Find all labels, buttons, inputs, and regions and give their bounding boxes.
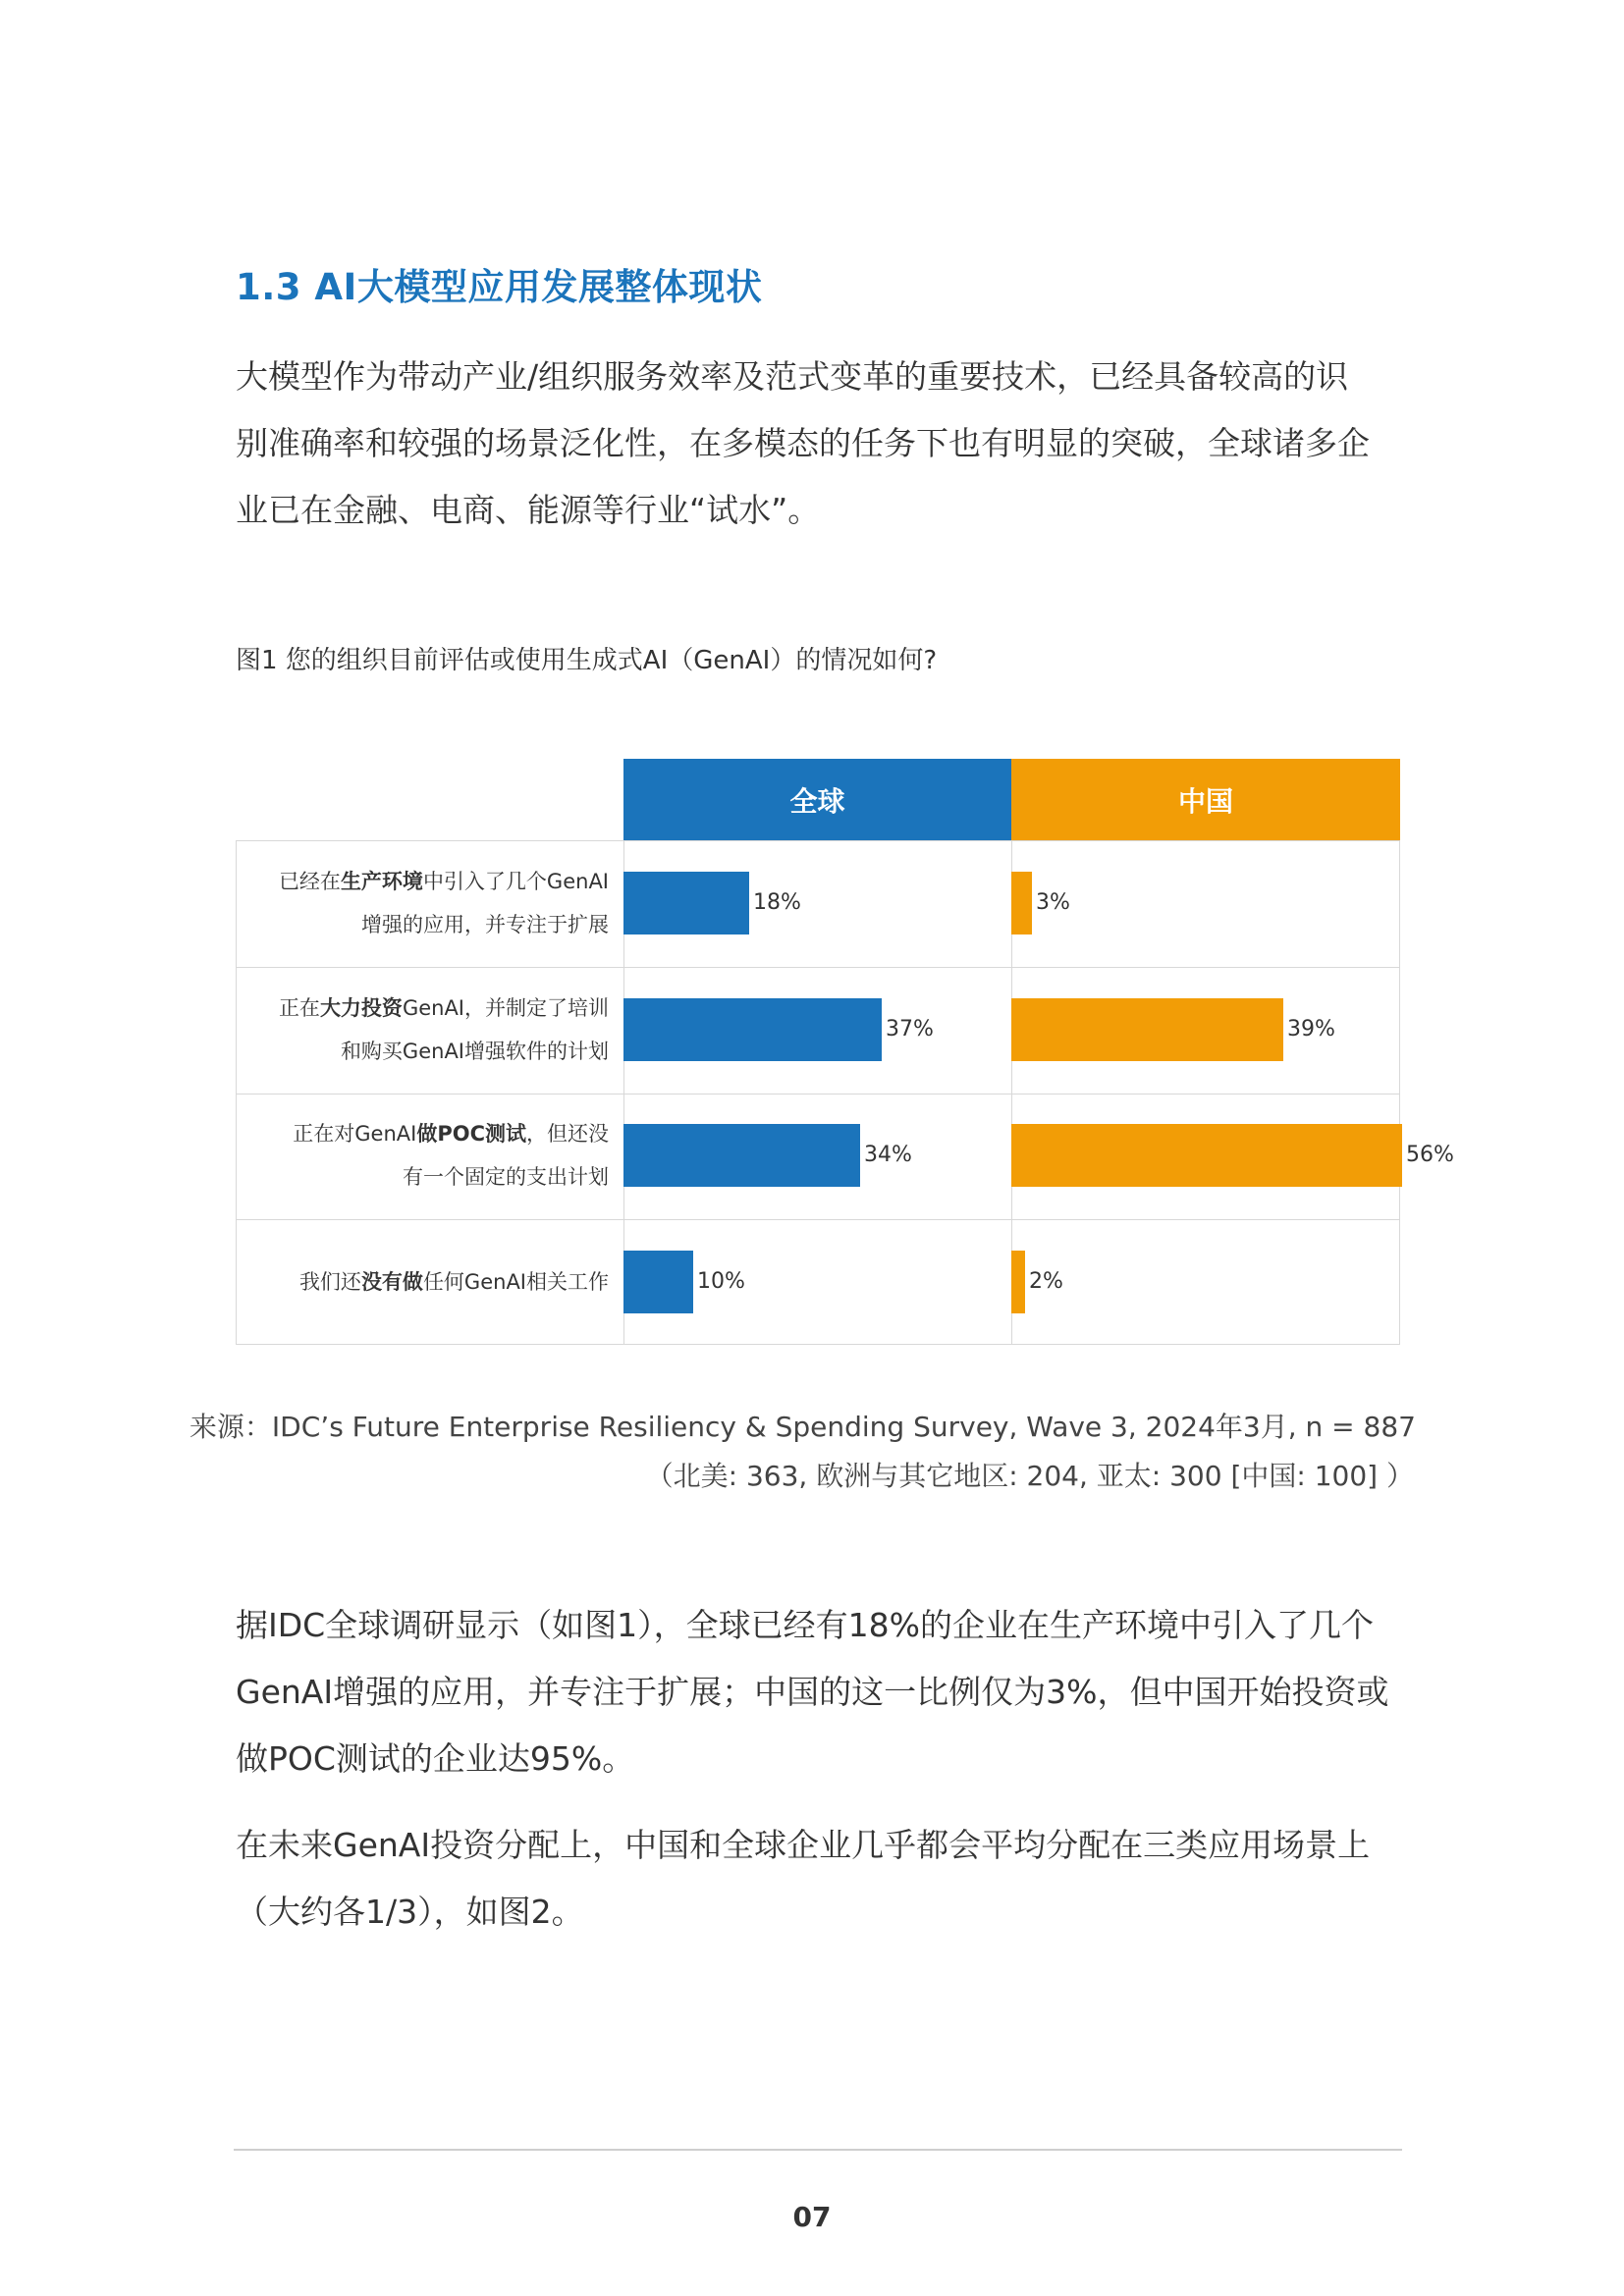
row-label-line: [236, 987, 609, 1030]
section-title: 1.3 AI大模型应用发展整体现状: [236, 266, 763, 308]
row-label-text: 有一个固定的支出计划: [403, 1165, 609, 1190]
intro-paragraph: [236, 344, 1404, 544]
row-label-text: 任何GenAI相关工作: [422, 1269, 609, 1294]
row-label: [236, 860, 609, 946]
bar-china: [1011, 872, 1032, 934]
value-label-global: 37%: [886, 1016, 934, 1041]
row-label-emphasis: 生产环境: [340, 870, 423, 894]
footer-divider: [234, 2149, 1402, 2151]
value-label-china: 2%: [1029, 1268, 1063, 1294]
grid-divider: [236, 1094, 1400, 1095]
bar-global: [623, 872, 749, 934]
bar-china: [1011, 1251, 1025, 1313]
bar-global: [623, 1124, 860, 1187]
row-label-text: 我们还: [298, 1269, 361, 1294]
row-label-text: 中引入了几个GenAI: [422, 870, 609, 894]
row-label: [236, 987, 609, 1073]
source-sample-breakdown: （北美: 363, 欧洲与其它地区: 204, 亚太: 300 [中国: 100] ）: [645, 1460, 1414, 1492]
bar-china: [1011, 998, 1283, 1061]
figure-caption: 图1 您的组织目前评估或使用生成式AI（GenAI）的情况如何?: [236, 646, 938, 675]
source-note: 来源：IDC’s Future Enterprise Resiliency & Spending Survey, Wave 3, 2024年3月, n = 887: [189, 1411, 1416, 1443]
row-label-text: ，但还没: [526, 1122, 609, 1147]
intro-line: 大模型作为带动产业/组织服务效率及范式变革的重要技术，已经具备较高的识: [236, 357, 1349, 396]
body-paragraph-2: [236, 1812, 1404, 1946]
row-label-line: [236, 1155, 609, 1199]
body-line: （大约各1/3），如图2。: [236, 1893, 584, 1931]
body-line: 据IDC全球调研显示（如图1），全球已经有18%的企业在生产环境中引入了几个: [236, 1606, 1375, 1644]
row-label-text: 正在对GenAI: [293, 1122, 417, 1147]
row-label-line: [236, 860, 609, 903]
column-header-china: 中国: [1011, 759, 1400, 840]
body-line: 在未来GenAI投资分配上，中国和全球企业几乎都会平均分配在三类应用场景上: [236, 1826, 1371, 1864]
row-label-emphasis: 做POC测试: [416, 1122, 526, 1147]
row-label-text: 和购买GenAI增强软件的计划: [340, 1039, 609, 1063]
value-label-china: 3%: [1036, 890, 1070, 916]
value-label-global: 34%: [864, 1143, 912, 1168]
row-label-text: 增强的应用，并专注于扩展: [361, 913, 609, 937]
value-label-global: 10%: [697, 1268, 745, 1294]
row-label-text: GenAI，并制定了培训: [402, 995, 609, 1020]
row-label-emphasis: 大力投资: [319, 995, 403, 1020]
grid-divider: [236, 967, 1400, 968]
bar-china: [1011, 1124, 1402, 1187]
value-label-global: 18%: [753, 890, 801, 916]
bar-global: [623, 998, 882, 1061]
row-label-line: [236, 903, 609, 946]
row-label-emphasis: 没有做: [360, 1269, 423, 1294]
body-paragraph-1: [236, 1592, 1404, 1792]
intro-line: 别准确率和较强的场景泛化性，在多模态的任务下也有明显的突破，全球诸多企: [236, 424, 1370, 462]
row-label-text: 已经在: [278, 870, 341, 894]
row-label: [236, 1260, 609, 1304]
column-header-global: 全球: [623, 759, 1011, 840]
row-label-line: [236, 1112, 609, 1155]
row-label-text: 正在: [278, 995, 320, 1020]
intro-line: 业已在金融、电商、能源等行业“试水”。: [236, 491, 821, 529]
row-label-line: [236, 1030, 609, 1073]
grid-divider: [236, 1219, 1400, 1220]
row-label: [236, 1112, 609, 1199]
value-label-china: 56%: [1406, 1143, 1454, 1168]
body-line: 做POC测试的企业达95%。: [236, 1739, 635, 1778]
page-number: 07: [792, 2201, 832, 2233]
value-label-china: 39%: [1287, 1016, 1335, 1041]
body-line: GenAI增强的应用，并专注于扩展；中国的这一比例仅为3%，但中国开始投资或: [236, 1673, 1389, 1711]
bar-global: [623, 1251, 693, 1313]
survey-bar-chart: [236, 759, 1454, 1345]
row-label-line: [236, 1260, 609, 1304]
